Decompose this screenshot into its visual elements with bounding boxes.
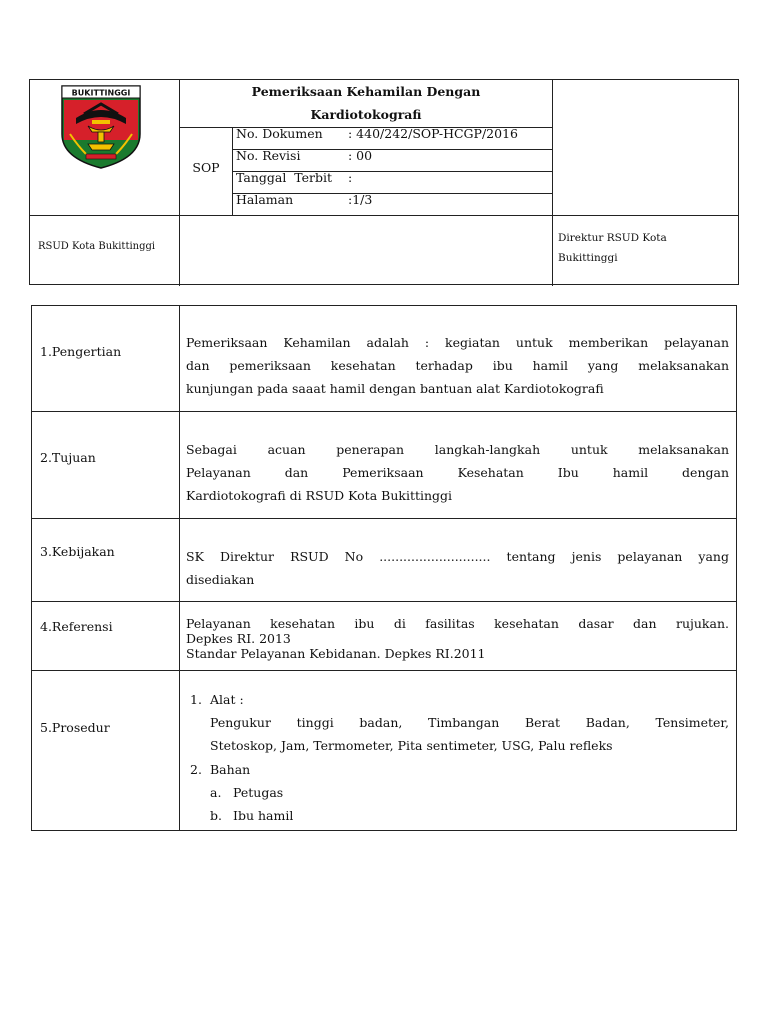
- director-line-1: Direktur RSUD Kota: [558, 232, 667, 244]
- title-line-1: Pemeriksaan Kehamilan Dengan: [251, 84, 481, 99]
- director-line-2: Bukittinggi: [558, 252, 618, 264]
- text-line: Depkes RI. 2013: [186, 631, 291, 646]
- text-line: Pelayanan kesehatan ibu di fasilitas kesehatan dasar dan rujukan.: [186, 616, 729, 631]
- divider: [552, 80, 553, 215]
- info-value: :1/3: [348, 192, 373, 207]
- divider: [32, 411, 736, 412]
- text-line: Sebagai acuan penerapan langkah-langkah untuk melaksanakan: [186, 442, 729, 457]
- list-item-alat: Alat :: [210, 692, 244, 707]
- divider: [30, 215, 738, 216]
- document-title: [180, 80, 552, 127]
- text-line: Stetoskop, Jam, Termometer, Pita sentimeter, USG, Palu refleks: [210, 738, 613, 753]
- title-line-2: Kardiotokografi: [310, 107, 422, 122]
- sub-list-letter: a.: [210, 785, 222, 800]
- institution-name: RSUD Kota Bukittinggi: [38, 241, 156, 252]
- sop-content-table: [31, 305, 737, 831]
- text-line: disediakan: [186, 572, 255, 587]
- sop-header-table: [29, 79, 739, 285]
- divider: [32, 601, 736, 602]
- info-value: : 00: [348, 148, 373, 163]
- text-line: Kardiotokografi di RSUD Kota Bukittinggi: [186, 488, 453, 503]
- text-line: kunjungan pada saaat hamil dengan bantuan alat Kardiotokografi: [186, 381, 604, 396]
- list-item-bahan: Bahan: [210, 762, 251, 777]
- divider: [32, 670, 736, 671]
- list-number: 2.: [190, 762, 202, 777]
- sub-list-letter: b.: [210, 808, 222, 823]
- section-label-tujuan: 2.Tujuan: [40, 450, 96, 465]
- info-key: Halaman: [236, 192, 294, 207]
- divider: [32, 518, 736, 519]
- section-content-pengertian: [186, 331, 729, 400]
- sub-list-item-petugas: Petugas: [233, 785, 284, 800]
- section-content-kebijakan: [186, 545, 729, 591]
- info-value: : 440/242/SOP-HCGP/2016: [348, 126, 518, 141]
- text-line: Pengukur tinggi badan, Timbangan Berat Badan, Tensimeter,: [210, 715, 729, 730]
- section-content-tujuan: [186, 438, 729, 507]
- director-signature-block: [558, 228, 728, 268]
- section-content-referensi: [186, 616, 729, 661]
- sub-list-item-ibu-hamil: Ibu hamil: [233, 808, 294, 823]
- text-line: dan pemeriksaan kesehatan terhadap ibu hamil yang melaksanakan: [186, 358, 729, 373]
- logo-cell: [30, 80, 179, 215]
- logo-text: BUKITTINGGI: [71, 88, 131, 98]
- divider: [179, 215, 180, 286]
- text-line: Pelayanan dan Pemeriksaan Kesehatan Ibu hamil dengan: [186, 465, 729, 480]
- sop-label: SOP: [192, 160, 220, 175]
- list-number: 1.: [190, 692, 202, 707]
- info-key: Tanggal Terbit: [236, 170, 333, 185]
- info-key: No. Revisi: [236, 148, 301, 163]
- text-line: Pemeriksaan Kehamilan adalah : kegiatan untuk memberikan pelayanan: [186, 335, 729, 350]
- bukittinggi-emblem-icon: [58, 84, 144, 170]
- info-value: :: [348, 170, 353, 185]
- text-line: Standar Pelayanan Kebidanan. Depkes RI.2011: [186, 646, 486, 661]
- section-label-pengertian: 1.Pengertian: [40, 344, 122, 359]
- divider: [179, 306, 180, 830]
- section-label-referensi: 4.Referensi: [40, 619, 113, 634]
- text-line: SK Direktur RSUD No ............................ tentang jenis pelayanan yang: [186, 549, 729, 564]
- info-key: No. Dokumen: [236, 126, 323, 141]
- section-label-kebijakan: 3.Kebijakan: [40, 544, 115, 559]
- section-label-prosedur: 5.Prosedur: [40, 720, 110, 735]
- divider: [552, 215, 553, 286]
